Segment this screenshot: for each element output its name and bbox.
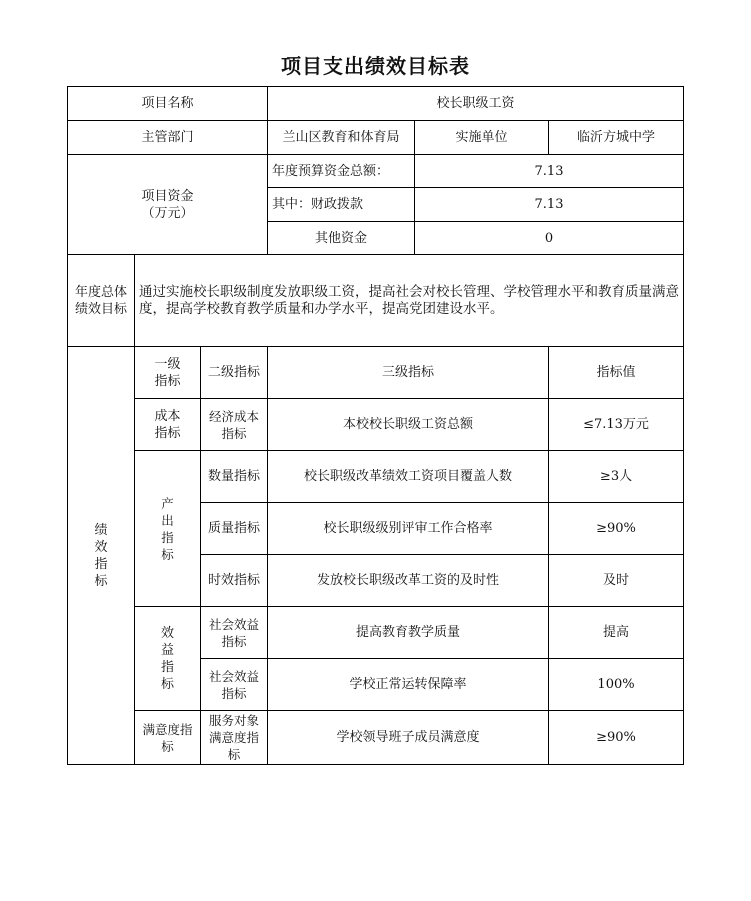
funds-total-row [68, 155, 684, 188]
benefit-char: 效 [160, 625, 174, 641]
satisfaction-level1 [135, 711, 201, 765]
benefit-value: 100% [549, 659, 684, 711]
page-title: 项目支出绩效目标表 [281, 54, 470, 78]
cost-level1-line1: 成本 [154, 408, 181, 424]
section-char: 绩 [94, 522, 108, 538]
project-name-value: 校长职级工资 [268, 87, 684, 121]
other-funds-label: 其他资金 [268, 222, 415, 255]
project-name-row [68, 87, 684, 121]
dept-label: 主管部门 [68, 121, 268, 155]
section-char: 标 [94, 573, 108, 589]
cost-level2 [201, 399, 268, 451]
cost-level1 [135, 399, 201, 451]
benefit-level2-line2: 指标 [221, 633, 247, 649]
header-level1-line2: 指标 [154, 373, 181, 389]
benefit-char: 标 [160, 676, 174, 692]
header-level1 [135, 347, 201, 399]
satisfaction-indicator-row [68, 711, 684, 765]
funds-label-line2: （万元） [141, 205, 194, 221]
satisfaction-level2 [201, 711, 268, 765]
benefit-level2 [201, 659, 268, 711]
satisfaction-level1-line1: 满意度指 [142, 721, 193, 737]
output-value: 及时 [549, 555, 684, 607]
performance-indicators-label [68, 347, 135, 765]
benefit-level3: 提高教育教学质量 [268, 607, 549, 659]
section-char: 指 [94, 556, 108, 572]
benefit-indicator-row [68, 607, 684, 659]
fiscal-allocation-label: 其中：财政拨款 [268, 188, 415, 222]
project-name-label: 项目名称 [68, 87, 268, 121]
total-budget-label: 年度预算资金总额： [268, 155, 415, 188]
satisfaction-level1-line2: 标 [161, 738, 174, 754]
cost-level2-line1: 经济成本 [209, 408, 260, 424]
benefit-level1 [135, 607, 201, 711]
output-level1 [135, 451, 201, 607]
satisfaction-level3: 学校领导班子成员满意度 [268, 711, 549, 765]
benefit-level2-line2: 指标 [221, 685, 247, 701]
header-level2: 二级指标 [201, 347, 268, 399]
impl-unit-label: 实施单位 [415, 121, 549, 155]
output-level2: 时效指标 [201, 555, 268, 607]
benefit-char: 指 [160, 659, 174, 675]
cost-value: ≤7.13万元 [549, 399, 684, 451]
indicator-header-row [68, 347, 684, 399]
output-value: ≥90% [549, 503, 684, 555]
header-level1-line1: 一级 [154, 356, 181, 372]
dept-value: 兰山区教育和体育局 [268, 121, 415, 155]
performance-target-table [67, 86, 684, 765]
output-level3: 校长职级改革绩效工资项目覆盖人数 [268, 451, 549, 503]
department-row [68, 121, 684, 155]
other-funds-value: 0 [415, 222, 684, 255]
cost-level2-line2: 指标 [221, 425, 247, 441]
output-level3: 校长职级级别评审工作合格率 [268, 503, 549, 555]
funds-label-line1: 项目资金 [141, 188, 194, 204]
satisfaction-level2-line1: 服务对象 [209, 713, 260, 728]
annual-goal-label-line2: 绩效目标 [74, 301, 127, 317]
output-char: 标 [161, 546, 174, 562]
section-char: 效 [94, 539, 108, 555]
annual-goal-row [68, 255, 684, 347]
benefit-level2-line1: 社会效益 [209, 668, 260, 684]
benefit-level2-line1: 社会效益 [209, 616, 260, 632]
output-char: 出 [161, 512, 174, 528]
cost-indicator-row [68, 399, 684, 451]
cost-level3: 本校校长职级工资总额 [268, 399, 549, 451]
output-value: ≥3人 [549, 451, 684, 503]
funds-label [68, 155, 268, 255]
output-level3: 发放校长职级改革工资的及时性 [268, 555, 549, 607]
output-char: 指 [161, 529, 174, 545]
output-level2: 数量指标 [201, 451, 268, 503]
output-level2: 质量指标 [201, 503, 268, 555]
output-char: 产 [161, 495, 174, 511]
satisfaction-level2-line3: 标 [227, 747, 241, 762]
satisfaction-value: ≥90% [549, 711, 684, 765]
cost-level1-line2: 指标 [154, 425, 181, 441]
benefit-char: 益 [160, 642, 174, 658]
satisfaction-level2-line2: 满意度指 [209, 730, 260, 745]
annual-goal-label-line1: 年度总体 [74, 284, 127, 300]
annual-goal-text: 通过实施校长职级制度发放职级工资，提高社会对校长管理、学校管理水平和教育质量满意度，提高学校教育教学质量和办学水平，提高党团建设水平。 [135, 255, 684, 347]
benefit-level2 [201, 607, 268, 659]
benefit-level3: 学校正常运转保障率 [268, 659, 549, 711]
output-indicator-row [68, 451, 684, 503]
total-budget-value: 7.13 [415, 155, 684, 188]
annual-goal-label [68, 255, 135, 347]
impl-unit-value: 临沂方城中学 [549, 121, 684, 155]
header-level3: 三级指标 [268, 347, 549, 399]
benefit-value: 提高 [549, 607, 684, 659]
fiscal-allocation-value: 7.13 [415, 188, 684, 222]
header-value: 指标值 [549, 347, 684, 399]
